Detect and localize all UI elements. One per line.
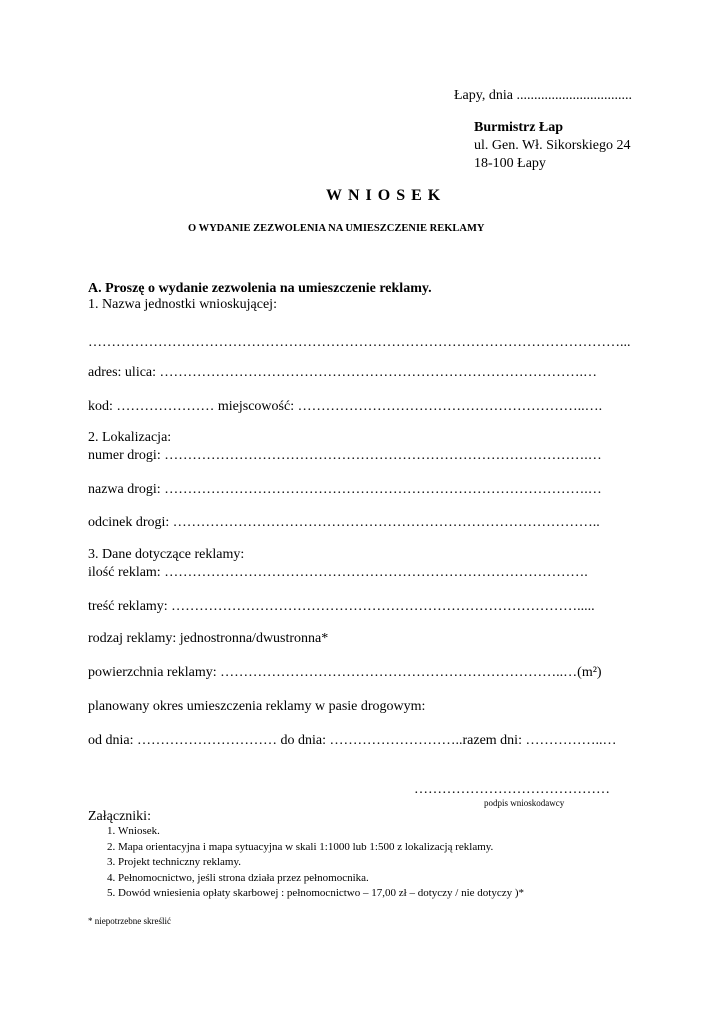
road-section-field: odcinek drogi: ……………………………………………………………………………….. [88, 515, 600, 530]
attachment-item: 2. Mapa orientacyjna i mapa sytuacyjna w skali 1:1000 lub 1:500 z lokalizacją reklamy. [118, 840, 524, 856]
item3-label: 3. Dane dotyczące reklamy: [88, 547, 245, 562]
ad-count-field: ilość reklam: ………………………………………………………………………………. [88, 565, 588, 580]
period-label: planowany okres umieszczenia reklamy w pasie drogowym: [88, 699, 426, 714]
road-name-field: nazwa drogi: ……………………………………………………………………………….… [88, 482, 602, 497]
item2-label: 2. Lokalizacja: [88, 430, 172, 445]
attachment-item: 4. Pełnomocnictwo, jeśli strona działa przez pełnomocnika. [118, 871, 524, 887]
item1-label: 1. Nazwa jednostki wnioskującej: [88, 297, 277, 312]
applicant-name-field: ……………………………………………………………………………………………………... [88, 335, 631, 350]
period-field: od dnia: ………………………… do dnia: ………………………..razem dni: ……………..… [88, 733, 617, 748]
attachments-list [88, 824, 524, 902]
attachment-item: 1. Wniosek. [118, 824, 524, 840]
footnote: * niepotrzebne skreślić [88, 916, 171, 926]
document-title: WNIOSEK [326, 187, 447, 204]
attachments-heading: Załączniki: [88, 809, 151, 824]
signature-line: …………………………………… [414, 782, 610, 797]
road-number-field: numer drogi: ……………………………………………………………………………….… [88, 448, 602, 463]
place-date-field: Łapy, dnia ................................. [454, 88, 632, 103]
address-field: adres: ulica: ……………………………………………………………………………….… [88, 365, 598, 380]
ad-area-field: powierzchnia reklamy: ………………………………………………………………..…(m²) [88, 665, 602, 680]
recipient-name: Burmistrz Łap [474, 120, 564, 135]
recipient-street: ul. Gen. Wł. Sikorskiego 24 [474, 138, 631, 153]
ad-content-field: treść reklamy: ……………………………………………………………………………..... [88, 599, 595, 614]
attachment-item: 5. Dowód wniesienia opłaty skarbowej : pełnomocnictwo – 17,00 zł – dotyczy / nie dotyczy )* [118, 886, 524, 902]
signature-caption: podpis wnioskodawcy [484, 798, 565, 808]
postal-city-field: kod: ………………… miejscowość: ……………………………………………………..…. [88, 399, 603, 414]
ad-type-field: rodzaj reklamy: jednostronna/dwustronna* [88, 631, 329, 646]
recipient-city: 18-100 Łapy [474, 156, 546, 171]
section-a-heading: A. Proszę o wydanie zezwolenia na umieszczenie reklamy. [88, 281, 432, 296]
attachment-item: 3. Projekt techniczny reklamy. [118, 855, 524, 871]
document-subtitle: O WYDANIE ZEZWOLENIA NA UMIESZCZENIE REKLAMY [188, 223, 485, 234]
